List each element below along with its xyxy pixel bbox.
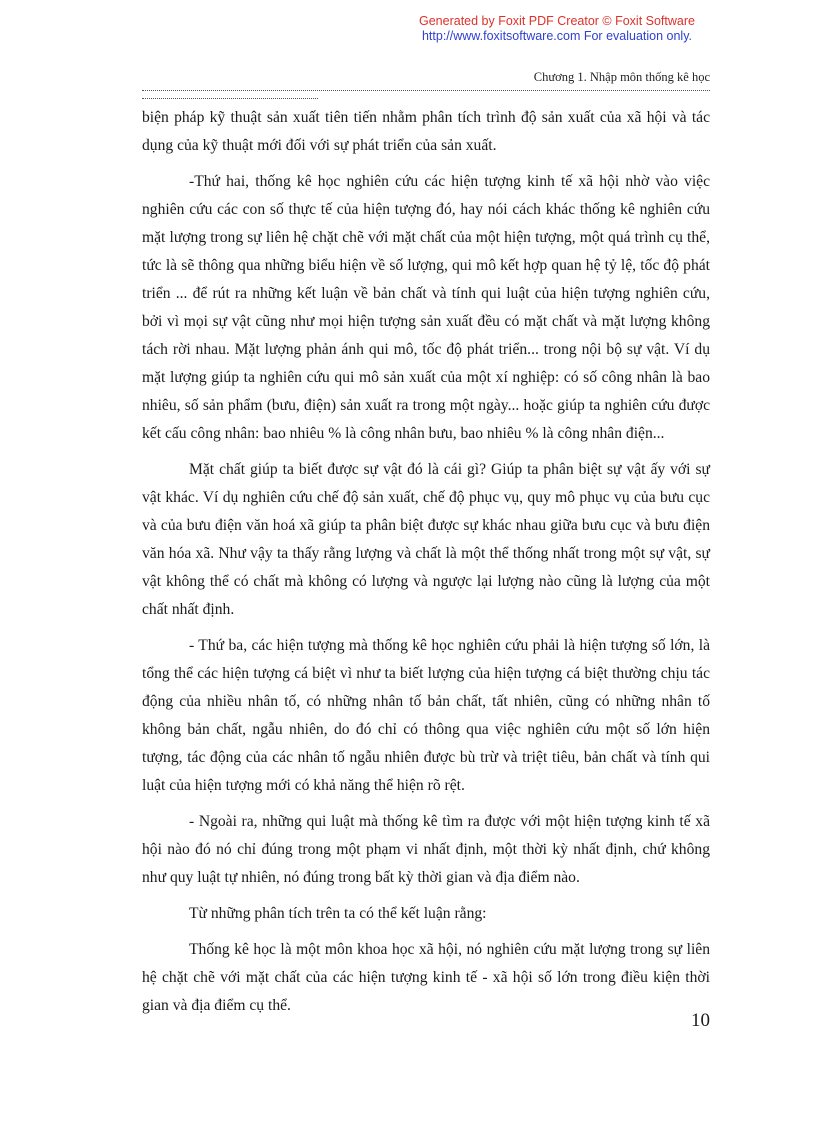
watermark-generator-text: Generated by Foxit PDF Creator © Foxit Software [419, 14, 695, 28]
foxit-watermark [392, 14, 722, 44]
header-divider [142, 90, 710, 91]
paragraph-continuation: biện pháp kỹ thuật sản xuất tiên tiến nhằm phân tích trình độ sản xuất của xã hội và tác dụng của kỹ thuật mới đối với sự phát triển của sản xuất. [142, 109, 710, 154]
page-body [142, 104, 710, 1028]
page-number: 10 [691, 1010, 710, 1031]
watermark-url-text: http://www.foxitsoftware.com For evaluation only. [421, 29, 693, 43]
paragraph-definition: Thống kê học là một môn khoa học xã hội, nó nghiên cứu mặt lượng trong sự liên hệ chặt chẽ với mặt chất của các hiện tượng kinh tế - xã hội số lớn trong điều kiện thời gian và địa điểm cụ thể. [142, 941, 710, 1014]
paragraph-conclusion-intro: Từ những phân tích trên ta có thể kết luận rằng: [189, 905, 487, 922]
paragraph-additionally: - Ngoài ra, những qui luật mà thống kê tìm ra được với một hiện tượng kinh tế xã hội nào đó nó chỉ đúng trong một phạm vi nhất định, một thời kỳ nhất định, chứ không như quy luật tự nhiên, nó đúng trong bất kỳ thời gian và địa điểm nào. [142, 813, 710, 886]
paragraph-quality-aspect: Mặt chất giúp ta biết được sự vật đó là cái gì? Giúp ta phân biệt sự vật ấy với sự vật khác. Ví dụ nghiên cứu chế độ sản xuất, chế độ phục vụ, quy mô phục vụ của bưu cục và của bưu điện văn hoá xã giúp ta phân biệt được sự khác nhau giữa bưu cục và bưu điện văn hóa xã. Như vậy ta thấy rằng lượng và chất là một thể thống nhất trong một sự vật, sự vật không thể có chất mà không có lượng và ngược lại lượng nào cũng là lượng của một chất nhất định. [142, 461, 710, 618]
header-short-divider [142, 98, 318, 99]
running-header-chapter-title: Chương 1. Nhập môn thống kê học [533, 70, 710, 84]
paragraph-second-point: -Thứ hai, thống kê học nghiên cứu các hiện tượng kinh tế xã hội nhờ vào việc nghiên cứu các con số thực tế của hiện tượng đó, hay nói cách khác thống kê nghiên cứu mặt lượng trong sự liên hệ chặt chẽ với mặt chất của một hiện tượng, một quá trình cụ thể, tức là sẽ thông qua những biểu hiện về số lượng, qui mô kết hợp quan hệ tỷ lệ, tốc độ phát triển ... để rút ra những kết luận về bản chất và tính qui luật của hiện tượng nghiên cứu, bởi vì mọi sự vật cũng như mọi hiện tượng sản xuất đều có mặt chất và mặt lượng không tách rời nhau. Mặt lượng phản ánh qui mô, tốc độ phát triển... trong nội bộ sự vật. Ví dụ mặt lượng giúp ta nghiên cứu qui mô sản xuất của một xí nghiệp: có số công nhân là bao nhiêu, số sản phẩm (bưu, điện) sản xuất ra trong một ngày... hoặc giúp ta nghiên cứu được kết cấu công nhân: bao nhiêu % là công nhân bưu, bao nhiêu % là công nhân điện... [142, 173, 710, 442]
paragraph-third-point: - Thứ ba, các hiện tượng mà thống kê học nghiên cứu phải là hiện tượng số lớn, là tổng thể các hiện tượng cá biệt vì như ta biết lượng của hiện tượng cá biệt thường chịu tác động của nhiều nhân tố, có những nhân tố bản chất, tất nhiên, cũng có những nhân tố không bản chất, ngẫu nhiên, do đó chỉ có thông qua việc nghiên cứu một số lớn hiện tượng, tác động của các nhân tố ngẫu nhiên được bù trừ và triệt tiêu, bản chất và tính qui luật của hiện tượng mới có khả năng thể hiện rõ rệt. [142, 637, 710, 794]
